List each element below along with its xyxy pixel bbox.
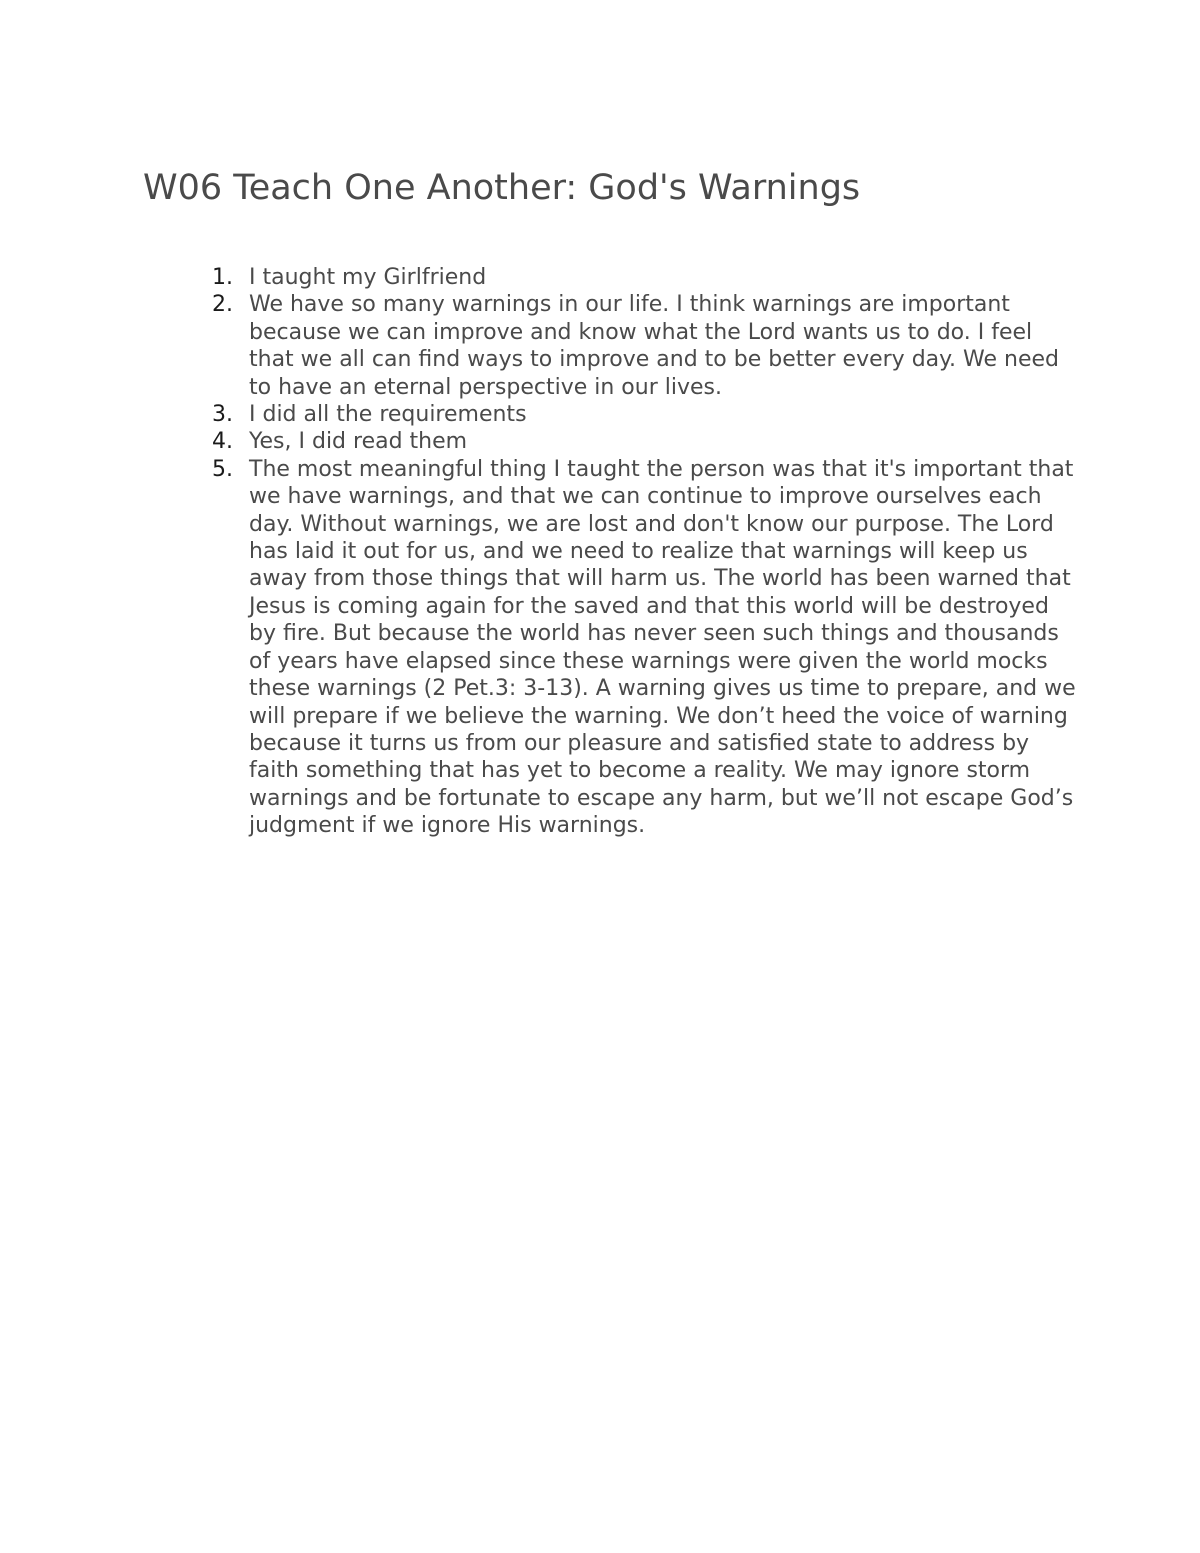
answer-list bbox=[200, 264, 1080, 840]
list-item bbox=[200, 401, 1080, 428]
list-item-text: Yes, I did read them bbox=[249, 429, 468, 455]
list-item bbox=[200, 264, 1080, 291]
list-item-number: 4. bbox=[212, 429, 233, 455]
list-item-number: 3. bbox=[212, 402, 233, 428]
list-item bbox=[200, 291, 1080, 401]
document-title: W06 Teach One Another: God's Warnings bbox=[143, 168, 861, 208]
list-item bbox=[200, 456, 1080, 840]
list-item-number: 1. bbox=[212, 265, 233, 290]
list-item-text: I did all the requirements bbox=[249, 402, 527, 428]
list-item bbox=[200, 428, 1080, 455]
list-item-text: The most meaningful thing I taught the person was that it's important that we have warnings, and that we can continue to improve ourselves each day. Without warnings, we are lost and don't know our purpose. The Lord has laid it out for us, and we need to realize that warnings will keep us away from those things that will harm us. The world has been warned that Jesus is coming again for the saved and that this world will be destroyed by fire. But because the world has never seen such things and thousands of years have elapsed since these warnings were given the world mocks these warnings (2 Pet.3: 3-13). A warning gives us time to prepare, and we will prepare if we believe the warning. We don’t heed the voice of warning because it turns us from our pleasure and satisfied state to address by faith something that has yet to become a reality. We may ignore storm warnings and be fortunate to escape any harm, but we’ll not escape God’s judgment if we ignore His warnings. bbox=[249, 456, 1076, 839]
list-item-text: I taught my Girlfriend bbox=[249, 265, 487, 290]
list-item-number: 2. bbox=[212, 292, 233, 318]
list-item-text: We have so many warnings in our life. I think warnings are important because we can improve and know what the Lord wants us to do. I feel that we all can find ways to improve and to be better every day. We need to have an eternal perspective in our lives. bbox=[249, 292, 1059, 400]
list-item-number: 5. bbox=[212, 456, 233, 482]
